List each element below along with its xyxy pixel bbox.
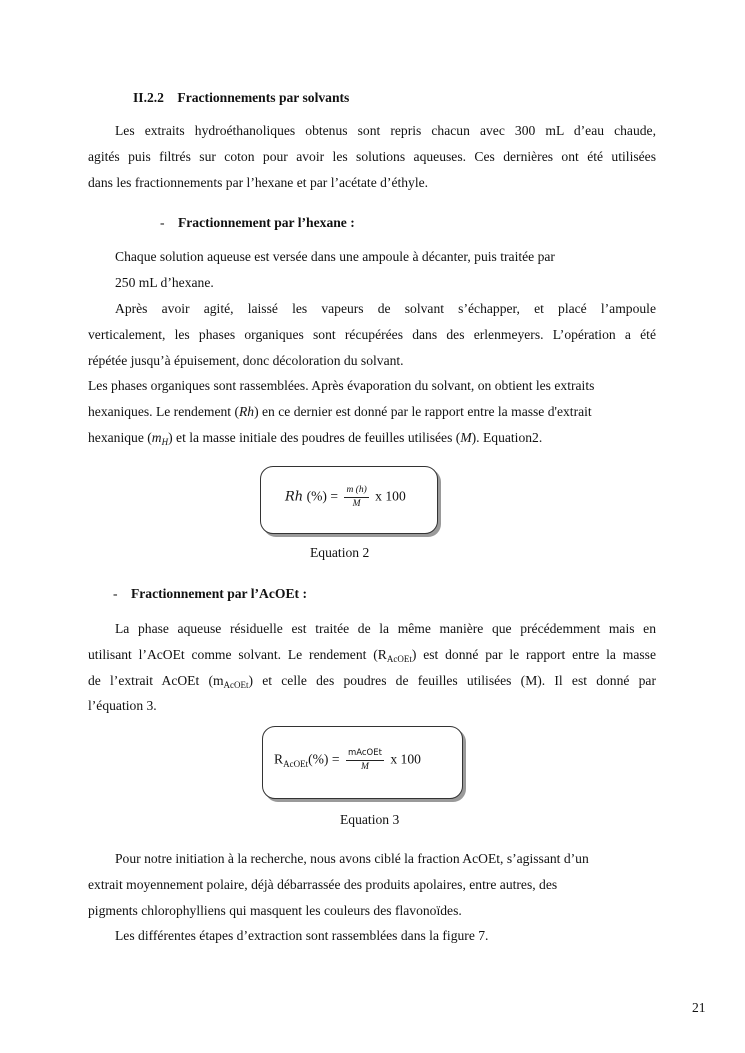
hexane-para2-line3: répétée jusqu’à épuisement, donc décoloration du solvant. — [88, 353, 404, 368]
equation-3: $R_{AcOEt}(\%)$ = $\frac{\text{mAcOEt}}{M}$ x 100 — [274, 748, 421, 772]
equation-2-caption: Equation 2 — [310, 545, 370, 560]
hexane-para2-line1: Après avoir agité, laissé les vapeurs de solvant s’échapper, et placé l’ampoule — [115, 301, 656, 316]
equation-3-caption: Equation 3 — [340, 812, 400, 827]
hexane-para3-line2: hexaniques. Le rendement (Rh) en ce dernier est donné par le rapport entre la masse d'extrait — [88, 404, 592, 419]
page-number: 21 — [692, 1000, 706, 1015]
hexane-para2-line2: verticalement, les phases organiques sont récupérées dans des erlenmeyers. L’opération a été — [88, 327, 656, 342]
intro-line-1: Les extraits hydroéthanoliques obtenus sont repris chacun avec 300 mL d’eau chaude, — [115, 123, 656, 138]
section-number: II.2.2 — [133, 90, 164, 105]
acoet-line-2: utilisant l’AcOEt comme solvant. Le rendement $(R_{AcOEt})$ est donné par le rapport entre la masse — [88, 647, 656, 664]
hexane-bullet: - — [160, 215, 165, 230]
equation-2: Rh (%) = $\frac{m (h)}{M}$ x 100 — [285, 485, 406, 509]
acoet-heading — [113, 586, 307, 602]
section-heading — [133, 90, 349, 106]
closing-line: Les différentes étapes d’extraction sont rassemblées dans la figure 7. — [115, 928, 489, 943]
conclusion-line-1: Pour notre initiation à la recherche, nous avons ciblé la fraction AcOEt, s’agissant d’un — [115, 851, 589, 866]
hexane-heading — [160, 215, 355, 231]
hexane-para1-line2: 250 mL d’hexane. — [115, 275, 214, 290]
equation-3-fraction: $\frac{\text{mAcOEt}}{M}$ — [347, 748, 382, 772]
rh-symbol: Rh — [238, 404, 255, 419]
intro-line-3: dans les fractionnements par l’hexane et par l’acétate d’éthyle. — [88, 175, 429, 190]
equation-2-fraction: $\frac{m (h)}{M}$ — [346, 485, 367, 509]
intro-line-2: agités puis filtrés sur coton pour avoir les solutions aqueuses. Ces dernières ont été utilisées — [88, 149, 656, 164]
section-title: Fractionnements par solvants — [177, 90, 350, 105]
equation-3-box — [262, 726, 463, 799]
acoet-line-3: de l’extrait AcOEt $(m_{AcOEt})$ et celle des poudres de feuilles utilisées (M). Il est donné par — [88, 673, 656, 690]
hexane-heading-text: Fractionnement par l’hexane : — [177, 215, 355, 230]
acoet-heading-text: Fractionnement par l’AcOEt : — [130, 586, 307, 601]
hexane-para3-line3: hexanique $(m_H)$ et la masse initiale des poudres de feuilles utilisées (M). Equation2. — [88, 430, 543, 447]
hexane-para3-line1: Les phases organiques sont rassemblées. Après évaporation du solvant, on obtient les extraits — [88, 378, 595, 393]
equation-2-box — [260, 466, 438, 534]
acoet-line-1: La phase aqueuse résiduelle est traitée de la même manière que précédemment mais en — [115, 621, 656, 636]
conclusion-line-3: pigments chlorophylliens qui masquent les couleurs des flavonoïdes. — [88, 903, 462, 918]
acoet-line-4: l’équation 3. — [88, 698, 157, 713]
conclusion-line-2: extrait moyennement polaire, déjà débarrassée des produits apolaires, entre autres, des — [88, 877, 558, 892]
hexane-para1-line1: Chaque solution aqueuse est versée dans une ampoule à décanter, puis traitée par — [115, 249, 555, 264]
acoet-bullet: - — [113, 586, 118, 601]
